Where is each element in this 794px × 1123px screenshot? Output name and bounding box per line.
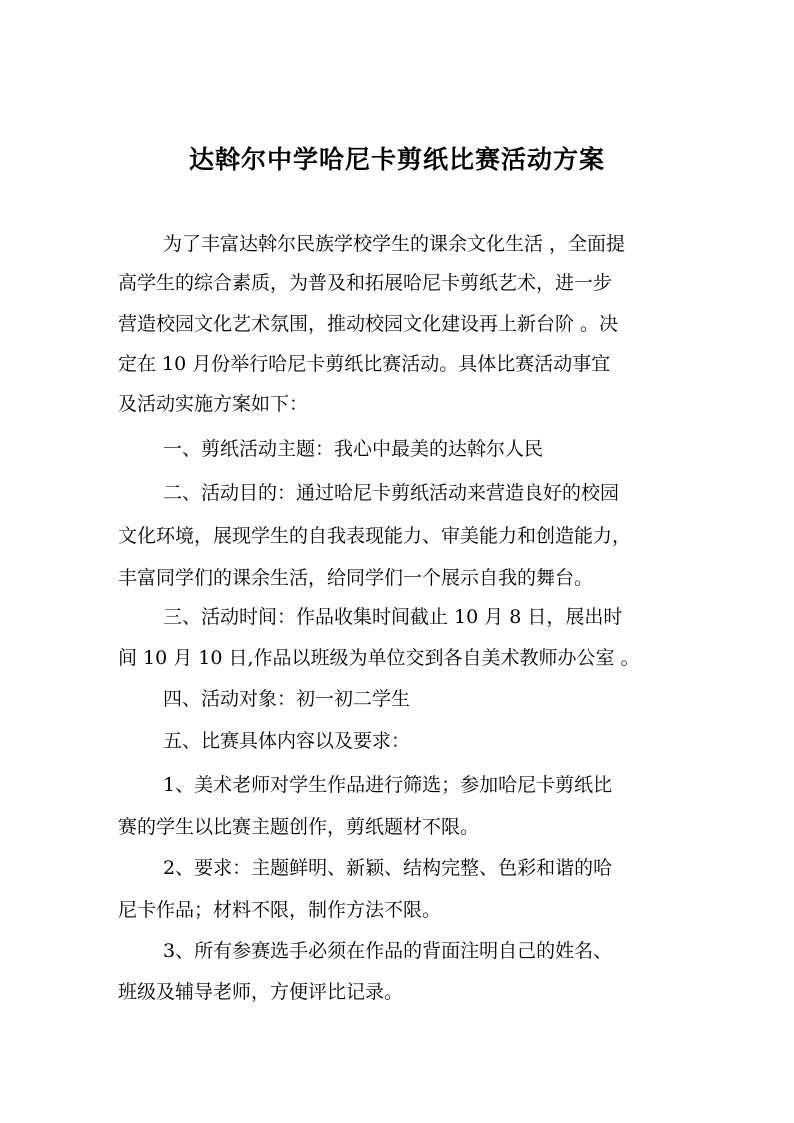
paragraph-1-line-1: 为了丰富达斡尔民族学校学生的课余文化生活 ，全面提 — [163, 233, 626, 255]
paragraph-9-line-2: 班级及辅导老师，方便评比记录。 — [118, 981, 404, 1003]
paragraph-7-line-1: 1、美术老师对学生作品进行筛选；参加哈尼卡剪纸比 — [163, 774, 613, 796]
paragraph-4-line-2: 间 10 月 10 日,作品以班级为单位交到各自美术教师办公室 。 — [118, 647, 640, 669]
paragraph-4-line-1: 三、活动时间：作品收集时间截止 10 月 8 日，展出时 — [163, 606, 623, 628]
paragraph-1-line-5: 及活动实施方案如下： — [118, 393, 309, 415]
paragraph-3-line-2: 文化环境，展现学生的自我表现能力、审美能力和创造能力， — [118, 525, 632, 547]
paragraph-5-line-1: 四、活动对象：初一初二学生 — [163, 688, 411, 710]
paragraph-2-line-1: 一、剪纸活动主题：我心中最美的达斡尔人民 — [163, 438, 544, 460]
paragraph-1-line-3: 营造校园文化艺术氛围，推动校园文化建设再上新台阶 。决 — [118, 313, 619, 335]
document-title: 达斡尔中学哈尼卡剪纸比赛活动方案 — [188, 145, 605, 174]
paragraph-7-line-2: 赛的学生以比赛主题创作，剪纸题材不限。 — [118, 816, 480, 838]
paragraph-3-line-3: 丰富同学们的课余生活，给同学们一个展示自我的舞台。 — [118, 567, 594, 589]
paragraph-1-line-4: 定在 10 月份举行哈尼卡剪纸比赛活动。具体比赛活动事宜 — [118, 353, 611, 375]
paragraph-1-line-2: 高学生的综合素质，为普及和拓展哈尼卡剪纸艺术，进一步 — [118, 272, 613, 294]
paragraph-8-line-1: 2、要求：主题鲜明、新颖、结构完整、色彩和谐的哈 — [163, 857, 613, 879]
paragraph-9-line-1: 3、所有参赛选手必须在作品的背面注明自己的姓名、 — [163, 940, 613, 962]
paragraph-6-line-1: 五、比赛具体内容以及要求： — [163, 730, 411, 752]
paragraph-3-line-1: 二、活动目的：通过哈尼卡剪纸活动来营造良好的校园 — [163, 482, 620, 504]
paragraph-8-line-2: 尼卡作品；材料不限，制作方法不限。 — [118, 899, 442, 921]
